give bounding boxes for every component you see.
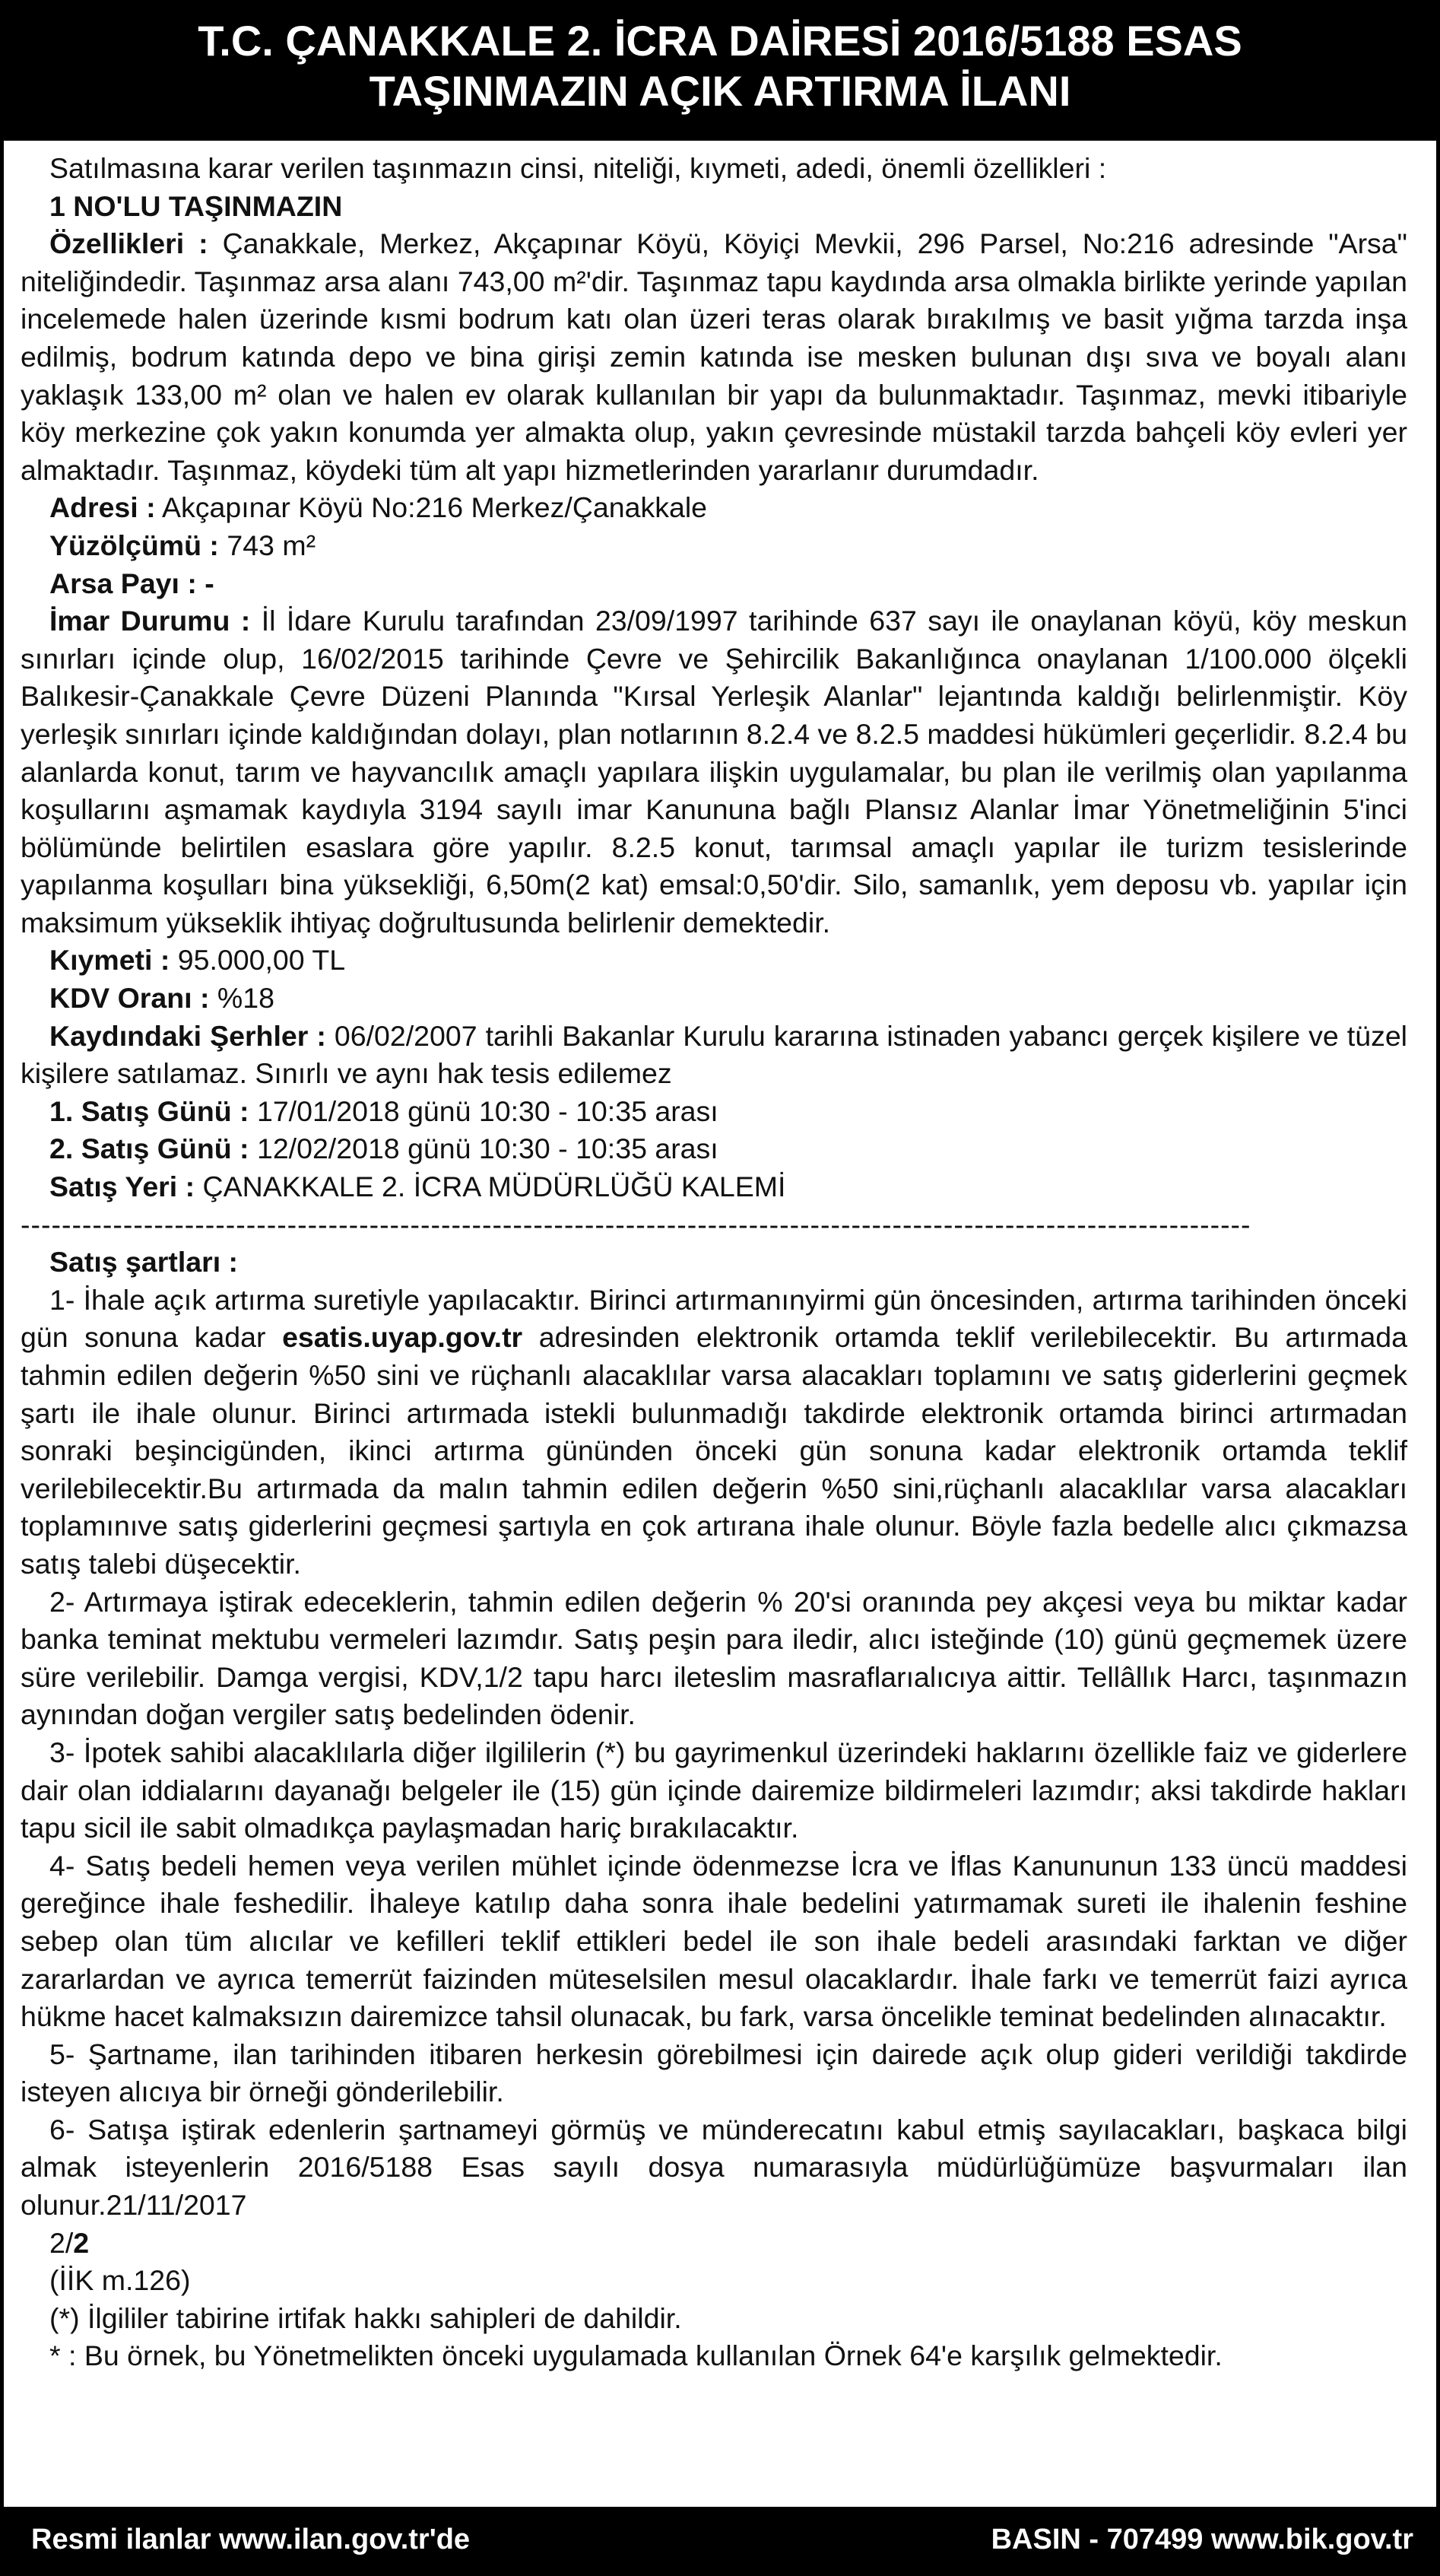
features-text: Çanakkale, Merkez, Akçapınar Köyü, Köyiçi Mevkii, 296 Parsel, No:216 adresinde "Arsa" niteliğindedir. Taşınmaz arsa alanı 743,00 m²'dir. Taşınmaz tapu kaydında arsa olmakla birlikte yerinde yapılan incelemede halen üzerinde kısmi bodrum katı olan üzeri teras olarak bırakılmış ve basit yığma tarzda inşa edilmiş, bodrum katında depo ve bina girişi zemin katında ise mesken bulunan dışı sıva ve boyalı alanı yaklaşık 133,00 m² olan ve halen ev olarak kullanılan bir yapı da bulunmaktadır. Taşınmaz, mevki itibariyle köy merkezine çok yakın konumda yer almakta olup, yakın çevresinde müstakil tarzda bahçeli köy evleri yer almaktadır. Taşınmaz, köydeki tüm alt yapı hizmetlerinden yararlanır durumdadır.: [21, 227, 1407, 486]
property-share: Arsa Payı : -: [49, 567, 214, 599]
area-value: 743 m²: [227, 529, 316, 561]
condition-4: 4- Satış bedeli hemen veya verilen mühlet içinde ödenmezse İcra ve İflas Kanununun 133 üncü maddesi gereğince ihale feshedilir. İhaleye katılıp daha sonra ihale bedelini yatırmamak sureti ile ihalenin feshine sebep olan tüm alıcılar ve kefilleri teklif ettikleri bedel ile son ihale bedeli arasındaki farktan ve diğer zararlardan ve ayrıca temerrüt faizinden müteselsilen mesul olacaklardır. İhale farkı ve temerrüt faizi ayrıca hükme hacet kalmaksızın dairemizce tahsil olunacak, bu fark, varsa öncelikle teminat bedelinden alınacaktır.: [21, 1849, 1407, 2033]
zoning-text: İl İdare Kurulu tarafından 23/09/1997 tarihinde 637 sayı ile onaylanan köyü, köy meskun sınırları içinde olup, 16/02/2015 tarihinde Çevre ve Şehircilik Bakanlığınca onaylanan 1/100.000 ölçekli Balıkesir-Çanakkale Çevre Düzeni Planında "Kırsal Yerleşik Alanlar" lejantında kaldığı belirlenmiştir. Köy yerleşik sınırları içinde kaldığından dolayı, plan notlarının 8.2.4 ve 8.2.5 maddesi hükümleri geçerlidir. 8.2.4 bu alanlarda konut, tarım ve hayvancılık amaçlı yapılara ilişkin uygulamalar, bu plan ile verilmiş olan yapılanma koşullarını aşmamak kaydıyla 3194 sayılı imar Kanununa bağlı Plansız Alanlar İmar Yönetmeliğinin 5'inci bölümünde belirtilen esaslara göre yapılır. 8.2.5 konut, tarımsal amaçlı yapılar ile turizm tesislerinde yapılanma koşulları bina yüksekliği, 6,50m(2 kat) emsal:0,50'dir. Silo, samanlık, yem deposu vb. yapılar için maksimum yükseklik ihtiyaç doğrultusunda belirlenir demektedir.: [21, 605, 1407, 939]
condition-1-part-b: adresinden elektronik ortamda teklif verilebilecektir. Bu artırmada tahmin edilen değerin %50 sini ve rüçhanlı alacaklılar varsa alacakları toplamını ve satış giderlerini geçmek şartı ile ihale olunur. Birinci artırmada istekli bulunmadığı takdirde elektronik ortamda birinci artırmadan sonraki beşincigünden, ikinci artırma gününden önceki gün sonuna kadar elektronik ortamda teklif verilebilecektir.Bu artırmada da malın tahmin edilen değerin %50 sini,rüçhanlı alacaklılar varsa alacakları toplamınıve satış giderlerini geçmesi şartıyla en çok artırana ihale olunur. Böyle fazla bedelle alıcı çıkmazsa satış talebi düşecektir.: [21, 1321, 1408, 1580]
sale1-label: 1. Satış Günü :: [49, 1094, 249, 1127]
property-title: 1 NO'LU TAŞINMAZIN: [49, 189, 343, 222]
sale-day-1: [21, 1093, 1407, 1131]
announcement-footer: [4, 2507, 1436, 2572]
intro-text: Satılmasına karar verilen taşınmazın cinsi, niteliği, kıymeti, adedi, önemli özellikleri :: [49, 152, 1107, 184]
property-annotations: [21, 1018, 1407, 1093]
page-bold: 2: [73, 2226, 90, 2259]
sale2-label: 2. Satış Günü :: [49, 1132, 249, 1165]
sale1-value: 17/01/2018 günü 10:30 - 10:35 arası: [256, 1094, 718, 1127]
property-vat: [21, 980, 1407, 1018]
esatis-link[interactable]: esatis.uyap.gov.tr: [282, 1321, 523, 1354]
announcement-body: [4, 141, 1436, 2375]
value-amount: 95.000,00 TL: [177, 944, 346, 977]
header-title-line2: TAŞINMAZIN AÇIK ARTIRMA İLANI: [369, 67, 1071, 115]
condition-3: 3- İpotek sahibi alacaklılarla diğer ilgililerin (*) bu gayrimenkul üzerindeki haklarını özellikle faiz ve giderlere dair olan iddialarını dayanağı belgeler ile (15) gün içinde dairemize bildirmeleri lazımdır; aksi takdirde hakları tapu sicil ile sabit olmadıkça paylaşmadan hariç bırakılacaktır.: [21, 1736, 1407, 1844]
footer-left-text: Resmi ilanlar www.ilan.gov.tr'de: [31, 2523, 471, 2555]
sale2-value: 12/02/2018 günü 10:30 - 10:35 arası: [256, 1132, 718, 1165]
annotations-text: 06/02/2007 tarihli Bakanlar Kurulu kararına istinaden yabancı gerçek kişilere ve tüzel kişilere satılamaz. Sınırlı ve aynı hak tesis edilemez: [21, 1019, 1408, 1090]
place-value: ÇANAKKALE 2. İCRA MÜDÜRLÜĞÜ KALEMİ: [202, 1170, 786, 1203]
address-label: Adresi :: [49, 491, 156, 524]
condition-1: [21, 1282, 1407, 1583]
vat-value: %18: [217, 982, 274, 1015]
vat-label: KDV Oranı :: [49, 982, 210, 1015]
condition-5: 5- Şartname, ilan tarihinden itibaren herkesin görebilmesi için dairede açık olup gideri verildiği takdirde isteyen alıcıya bir örneği gönderilebilir.: [21, 2038, 1407, 2108]
property-features: [21, 225, 1407, 489]
footnote-2: * : Bu örnek, bu Yönetmelikten önceki uygulamada kullanılan Örnek 64'e karşılık gelmektedir.: [49, 2339, 1223, 2372]
conditions-title: Satış şartları :: [49, 1246, 239, 1278]
annotations-label: Kaydındaki Şerhler :: [49, 1019, 326, 1052]
law-reference: (İİK m.126): [49, 2264, 191, 2297]
property-zoning: [21, 602, 1407, 942]
footnote-1: (*) İlgililer tabirine irtifak hakkı sahipleri de dahildir.: [49, 2301, 682, 2334]
area-label: Yüzölçümü :: [49, 529, 219, 561]
zoning-label: İmar Durumu :: [49, 605, 251, 637]
address-value: Akçapınar Köyü No:216 Merkez/Çanakkale: [161, 491, 708, 524]
dashed-separator: ------------------------------------------------------------------------------------------------------------------------: [21, 1208, 1251, 1240]
condition-6: 6- Satışa iştirak edenlerin şartnameyi görmüş ve münderecatını kabul etmiş sayılacakları, başkaca bilgi almak isteyenlerin 2016/5188 Esas sayılı dosya numarasıyla müdürlüğümüze başvurmaları ilan olunur.21/11/2017: [21, 2113, 1407, 2222]
announcement-header: [4, 4, 1436, 141]
property-address: [21, 489, 1407, 527]
header-title-line1: T.C. ÇANAKKALE 2. İCRA DAİRESİ 2016/5188 ESAS: [198, 17, 1242, 65]
footer-right-text: BASIN - 707499 www.bik.gov.tr: [991, 2523, 1413, 2555]
features-label: Özellikleri :: [49, 227, 208, 260]
page-prefix: 2/: [49, 2226, 74, 2259]
property-value: [21, 942, 1407, 980]
condition-1-part-a: 1- İhale açık artırma suretiyle yapılacaktır. Birinci artırmanınyirmi gün öncesinden, artırma tarihinden önceki gün sonuna kadar: [21, 1283, 1407, 1354]
value-label: Kıymeti :: [49, 944, 170, 977]
property-area: [21, 527, 1407, 565]
sale-place: [21, 1168, 1407, 1206]
condition-2: 2- Artırmaya iştirak edeceklerin, tahmin edilen değerin % 20'si oranında pey akçesi veya bu miktar kadar banka teminat mektubu vermeleri lazımdır. Satış peşin para iledir, alıcı isteğinde (10) günü geçmemek üzere süre verilebilir. Damga vergisi, KDV,1/2 tapu harcı ileteslim masraflarıalıcıya aittir. Tellâllık Harcı, taşınmazın aynından doğan vergiler satış bedelinden ödenir.: [21, 1585, 1407, 1731]
sale-day-2: [21, 1130, 1407, 1168]
page-number: [21, 2225, 1407, 2263]
place-label: Satış Yeri :: [49, 1170, 195, 1203]
